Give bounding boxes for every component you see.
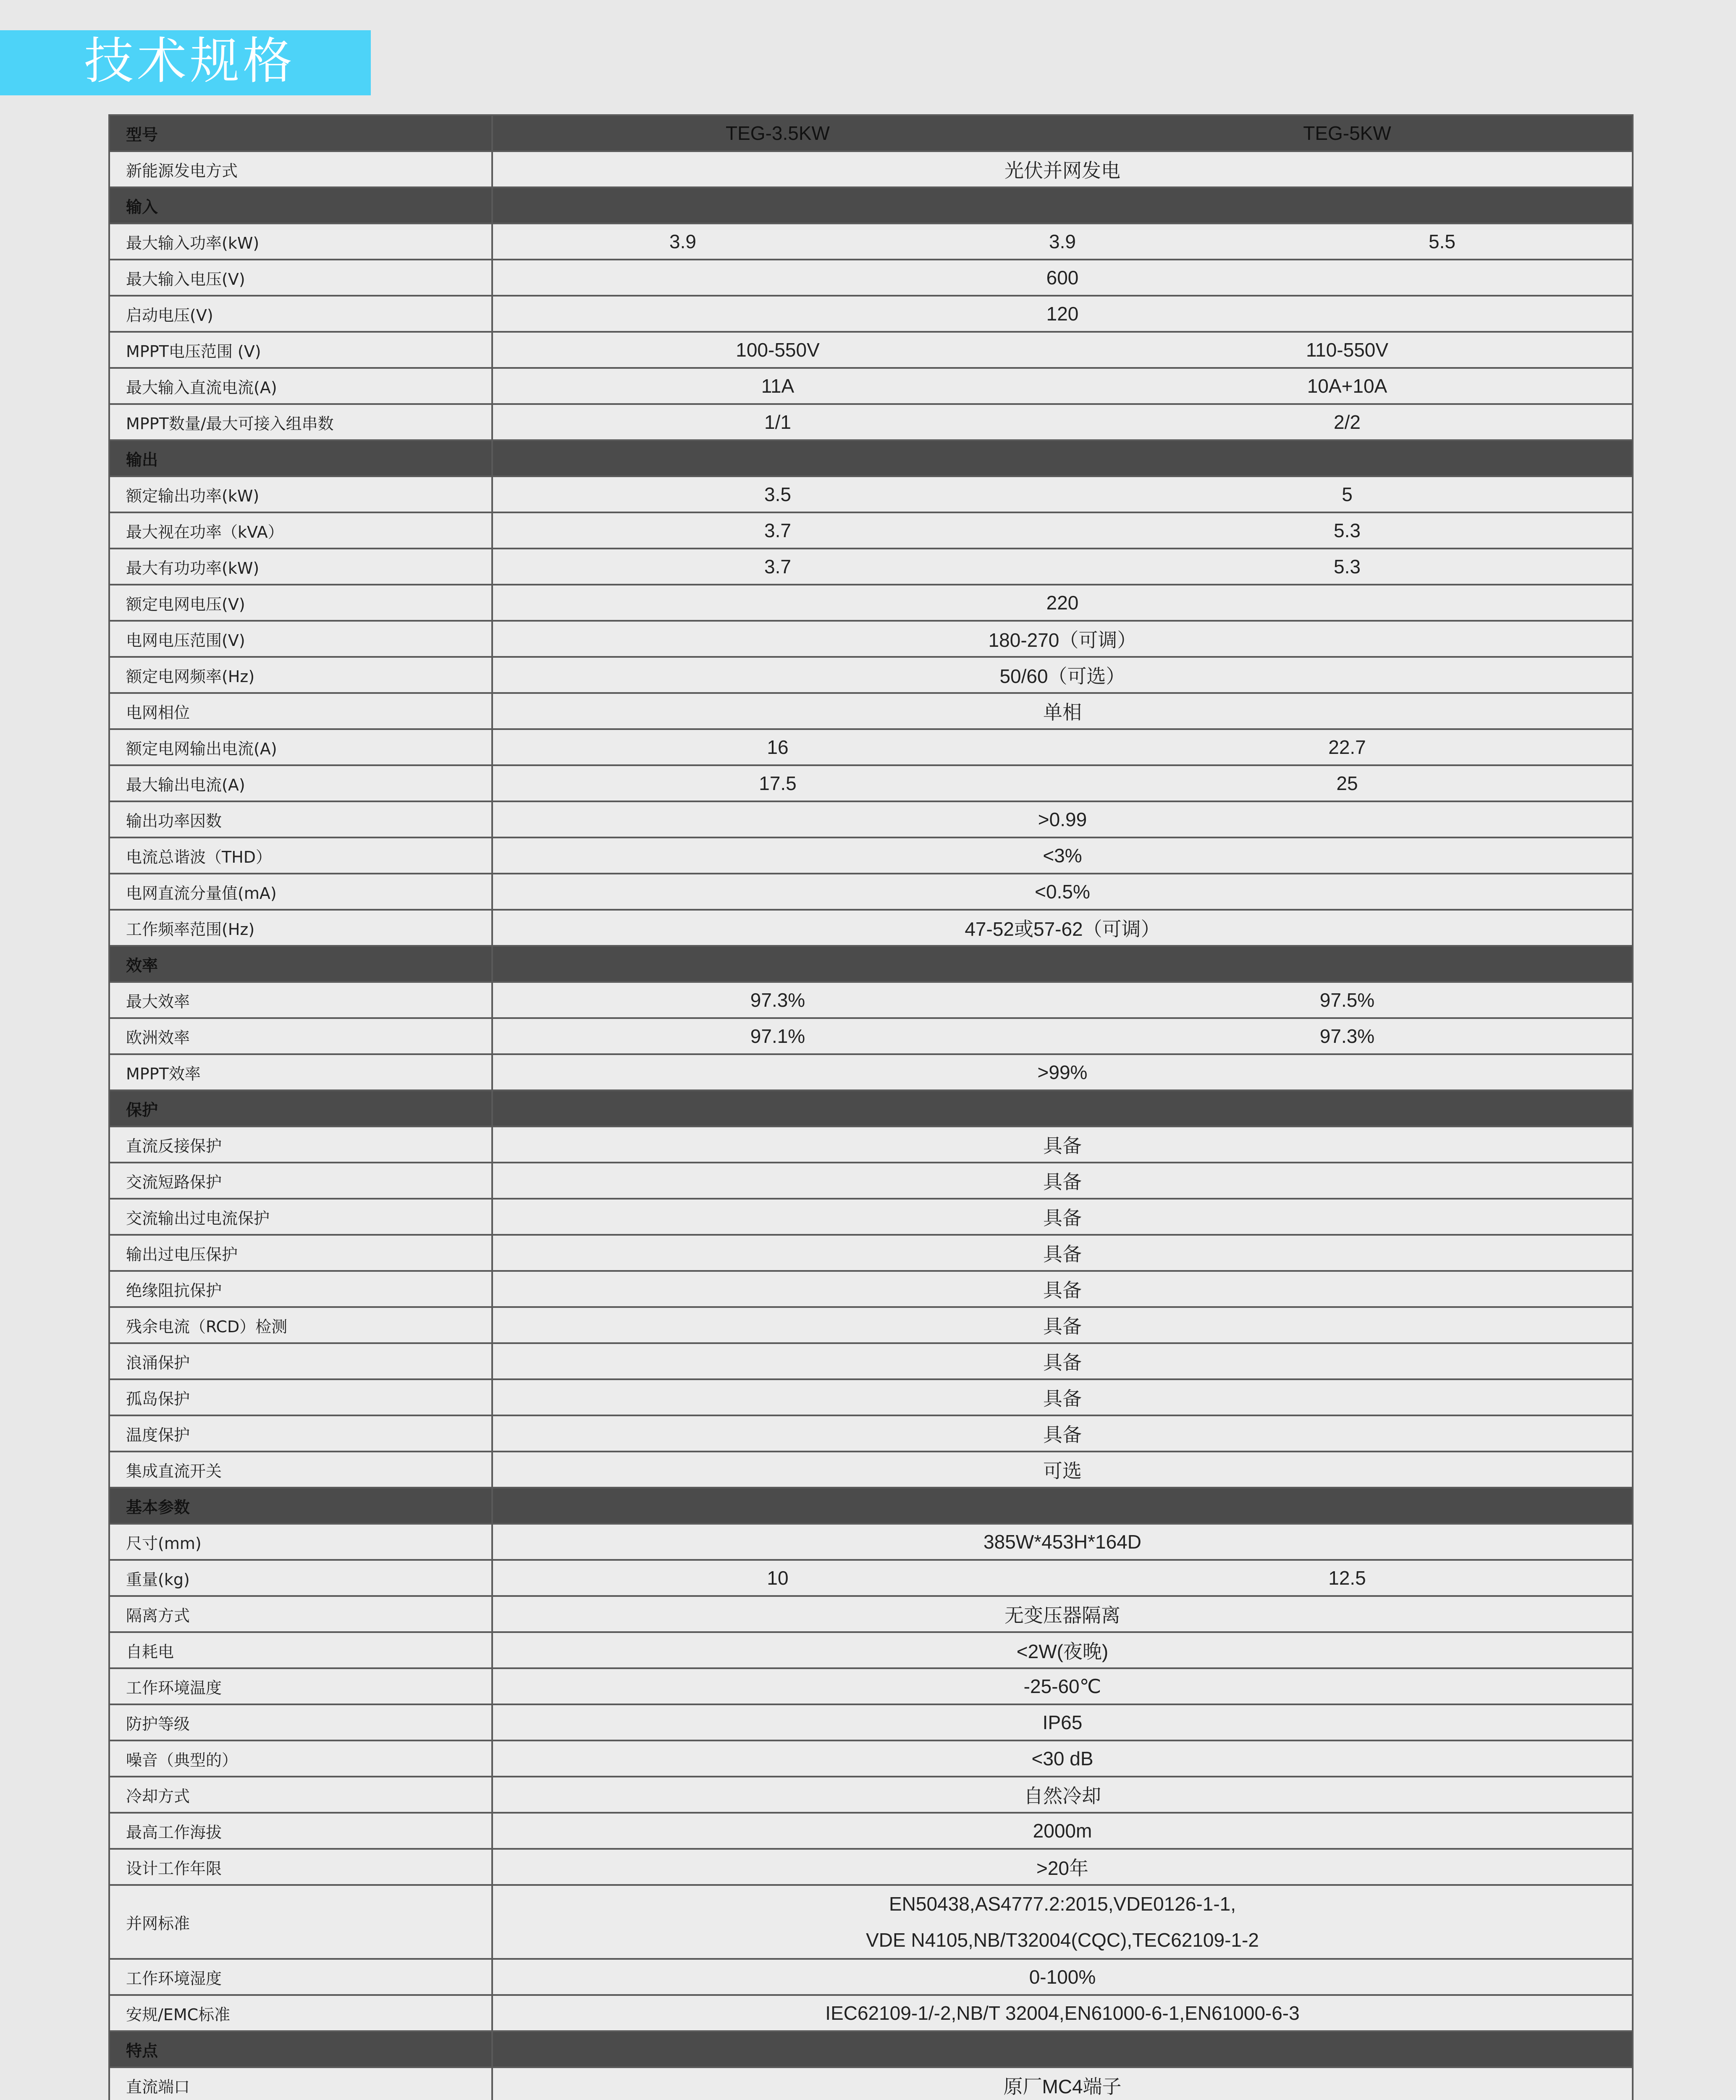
spec-label: 尺寸(mm)	[109, 1524, 492, 1560]
spec-value: 100-550V	[736, 339, 820, 361]
table-row	[109, 476, 1633, 512]
section-row	[109, 946, 1633, 982]
section-row	[109, 440, 1633, 476]
spec-value: 220	[1046, 592, 1079, 614]
model-name: TEG-5KW	[1303, 122, 1391, 144]
spec-label: 温度保护	[109, 1415, 492, 1452]
spec-value: >99%	[1037, 1061, 1088, 1083]
section-title: 基本参数	[109, 1488, 492, 1524]
spec-label: 工作频率范围(Hz)	[109, 910, 492, 946]
table-row	[109, 765, 1633, 801]
table-row	[109, 404, 1633, 440]
spec-value: IP65	[1042, 1712, 1083, 1733]
table-row	[109, 874, 1633, 910]
spec-value: 2/2	[1334, 411, 1361, 433]
table-row	[109, 621, 1633, 657]
spec-value: 180-270（可调）	[988, 629, 1137, 651]
section-row	[109, 1090, 1633, 1126]
spec-label: 最高工作海拔	[109, 1813, 492, 1849]
spec-label: 防护等级	[109, 1704, 492, 1740]
table-row	[109, 1668, 1633, 1704]
spec-value: <30 dB	[1031, 1748, 1094, 1769]
spec-value: 具备	[1043, 1352, 1082, 1373]
spec-value: 5.3	[1334, 520, 1361, 541]
spec-value-line: EN50438,AS4777.2:2015,VDE0126-1-1,	[889, 1893, 1236, 1915]
spec-label: 额定输出功率(kW)	[109, 476, 492, 512]
table-row	[109, 1054, 1633, 1090]
table-row	[109, 657, 1633, 693]
spec-value: 97.5%	[1319, 989, 1375, 1011]
spec-value: 97.3%	[1319, 1025, 1375, 1047]
spec-value: 2000m	[1033, 1820, 1092, 1842]
spec-value-multiline	[493, 1886, 1632, 1958]
spec-value: 22.7	[1328, 736, 1366, 758]
table-row	[109, 1813, 1633, 1849]
table-row	[109, 1995, 1633, 2031]
spec-label: 电网直流分量值(mA)	[109, 874, 492, 910]
table-row	[109, 801, 1633, 837]
spec-value: 具备	[1043, 1388, 1082, 1410]
spec-value: 3.9	[669, 231, 696, 252]
spec-label: 浪涌保护	[109, 1343, 492, 1379]
table-row	[109, 549, 1633, 585]
spec-label: 重量(kg)	[109, 1560, 492, 1596]
spec-label: 最大效率	[109, 982, 492, 1018]
table-row	[109, 1849, 1633, 1885]
table-row	[109, 1163, 1633, 1199]
spec-label: 新能源发电方式	[109, 151, 492, 187]
spec-value: 16	[767, 736, 789, 758]
spec-label: 启动电压(V)	[109, 296, 492, 332]
spec-value: IEC62109-1/-2,NB/T 32004,EN61000-6-1,EN61000-6-3	[825, 2002, 1300, 2024]
spec-label: 隔离方式	[109, 1596, 492, 1632]
spec-label: 自耗电	[109, 1632, 492, 1668]
table-row	[109, 1307, 1633, 1343]
spec-label: 集成直流开关	[109, 1452, 492, 1488]
spec-label: 残余电流（RCD）检测	[109, 1307, 492, 1343]
spec-value: <2W(夜晚)	[1016, 1641, 1109, 1662]
spec-value: 无变压器隔离	[1004, 1604, 1120, 1626]
spec-value: 具备	[1043, 1279, 1082, 1301]
table-row	[109, 296, 1633, 332]
spec-value: >0.99	[1038, 808, 1087, 830]
spec-value: 385W*453H*164D	[983, 1531, 1141, 1553]
spec-label: 电网相位	[109, 693, 492, 729]
table-row	[109, 1415, 1633, 1452]
spec-table	[108, 114, 1634, 2100]
table-row	[109, 1524, 1633, 1560]
spec-value: 120	[1046, 303, 1079, 325]
table-row	[109, 1885, 1633, 1959]
page-title: 技术规格	[84, 32, 296, 90]
spec-label: 直流端口	[109, 2067, 492, 2100]
spec-value: <3%	[1043, 845, 1082, 866]
spec-label: 交流输出过电流保护	[109, 1199, 492, 1235]
table-row	[109, 1235, 1633, 1271]
spec-label: 最大有功功率(kW)	[109, 549, 492, 585]
spec-value: 110-550V	[1306, 339, 1389, 361]
table-row	[109, 1632, 1633, 1668]
section-row	[109, 187, 1633, 223]
spec-value: 3.9	[1049, 231, 1076, 252]
spec-value: 97.3%	[750, 989, 805, 1011]
table-row	[109, 1199, 1633, 1235]
spec-label: 最大输入电压(V)	[109, 260, 492, 296]
table-row	[109, 512, 1633, 549]
table-row	[109, 1959, 1633, 1995]
spec-value: 5	[1342, 483, 1353, 505]
spec-label: 最大输入功率(kW)	[109, 223, 492, 260]
spec-value: 自然冷却	[1024, 1785, 1101, 1807]
table-row	[109, 585, 1633, 621]
table-row	[109, 1740, 1633, 1777]
spec-label: 额定电网输出电流(A)	[109, 729, 492, 765]
spec-label: MPPT效率	[109, 1054, 492, 1090]
spec-value: 12.5	[1328, 1567, 1366, 1589]
spec-value: 10	[767, 1567, 789, 1589]
spec-label: 噪音（典型的）	[109, 1740, 492, 1777]
table-row	[109, 1596, 1633, 1632]
table-header-row	[109, 115, 1633, 151]
spec-value: 3.7	[764, 520, 791, 541]
section-title: 效率	[109, 946, 492, 982]
spec-label: 绝缘阻抗保护	[109, 1271, 492, 1307]
table-row	[109, 693, 1633, 729]
table-row	[109, 1271, 1633, 1307]
spec-label: MPPT数量/最大可接入组串数	[109, 404, 492, 440]
spec-value: 11A	[761, 375, 795, 397]
spec-label: 冷却方式	[109, 1777, 492, 1813]
spec-value: <0.5%	[1035, 881, 1090, 903]
spec-label: 孤岛保护	[109, 1379, 492, 1415]
spec-label: 交流短路保护	[109, 1163, 492, 1199]
spec-label: 直流反接保护	[109, 1126, 492, 1163]
table-row	[109, 982, 1633, 1018]
spec-label: 额定电网电压(V)	[109, 585, 492, 621]
spec-label: 输出过电压保护	[109, 1235, 492, 1271]
spec-value: 具备	[1043, 1207, 1082, 1229]
spec-value: 50/60（可选）	[999, 665, 1125, 687]
spec-value: 5.5	[1429, 231, 1455, 252]
spec-value: 可选	[1043, 1460, 1082, 1482]
header-label: 型号	[109, 115, 492, 151]
spec-value: 单相	[1043, 701, 1082, 723]
spec-value-line: VDE N4105,NB/T32004(CQC),TEC62109-1-2	[866, 1929, 1259, 1951]
spec-label: 欧洲效率	[109, 1018, 492, 1054]
spec-label: 电流总谐波（THD）	[109, 837, 492, 874]
spec-label: 电网电压范围(V)	[109, 621, 492, 657]
table-row	[109, 1018, 1633, 1054]
spec-label: 额定电网频率(Hz)	[109, 657, 492, 693]
table-row	[109, 1560, 1633, 1596]
spec-value: 5.3	[1334, 556, 1361, 578]
spec-value: 3.5	[764, 483, 791, 505]
model-name: TEG-3.5KW	[726, 122, 830, 144]
table-row	[109, 368, 1633, 404]
table-row	[109, 260, 1633, 296]
spec-label: 最大输入直流电流(A)	[109, 368, 492, 404]
spec-label: 最大输出电流(A)	[109, 765, 492, 801]
spec-value: 具备	[1043, 1424, 1082, 1446]
spec-value: >20年	[1036, 1857, 1089, 1879]
spec-value: 具备	[1043, 1135, 1082, 1157]
table-row	[109, 910, 1633, 946]
table-row	[109, 332, 1633, 368]
section-title: 输出	[109, 440, 492, 476]
spec-value: 光伏并网发电	[1004, 160, 1120, 181]
spec-value: 原厂MC4端子	[1003, 2076, 1122, 2097]
spec-label: 工作环境温度	[109, 1668, 492, 1704]
spec-label: 并网标准	[109, 1885, 492, 1959]
spec-value: -25-60℃	[1023, 1675, 1101, 1697]
spec-value: 0-100%	[1029, 1966, 1096, 1988]
section-title: 输入	[109, 187, 492, 223]
table-row	[109, 151, 1633, 187]
spec-value: 600	[1046, 267, 1079, 289]
table-row	[109, 837, 1633, 874]
table-row	[109, 2067, 1633, 2100]
spec-value: 具备	[1043, 1243, 1082, 1265]
spec-label: 最大视在功率（kVA）	[109, 512, 492, 549]
spec-label: 工作环境湿度	[109, 1959, 492, 1995]
spec-value: 47-52或57-62（可调）	[965, 918, 1160, 940]
spec-value: 25	[1336, 772, 1358, 794]
spec-value: 3.7	[764, 556, 791, 578]
spec-label: MPPT电压范围 (V)	[109, 332, 492, 368]
table-row	[109, 1379, 1633, 1415]
spec-label: 安规/EMC标准	[109, 1995, 492, 2031]
table-row	[109, 1777, 1633, 1813]
spec-value: 具备	[1043, 1171, 1082, 1193]
spec-label: 输出功率因数	[109, 801, 492, 837]
spec-value: 1/1	[764, 411, 791, 433]
section-title: 保护	[109, 1090, 492, 1126]
table-row	[109, 729, 1633, 765]
section-title: 特点	[109, 2031, 492, 2067]
spec-value: 10A+10A	[1307, 375, 1387, 397]
spec-value: 97.1%	[750, 1025, 805, 1047]
table-row	[109, 1452, 1633, 1488]
spec-value: 具备	[1043, 1315, 1082, 1337]
table-row	[109, 1343, 1633, 1379]
table-row	[109, 223, 1633, 260]
table-row	[109, 1704, 1633, 1740]
spec-value: 17.5	[759, 772, 797, 794]
section-row	[109, 1488, 1633, 1524]
section-row	[109, 2031, 1633, 2067]
spec-label: 设计工作年限	[109, 1849, 492, 1885]
table-row	[109, 1126, 1633, 1163]
